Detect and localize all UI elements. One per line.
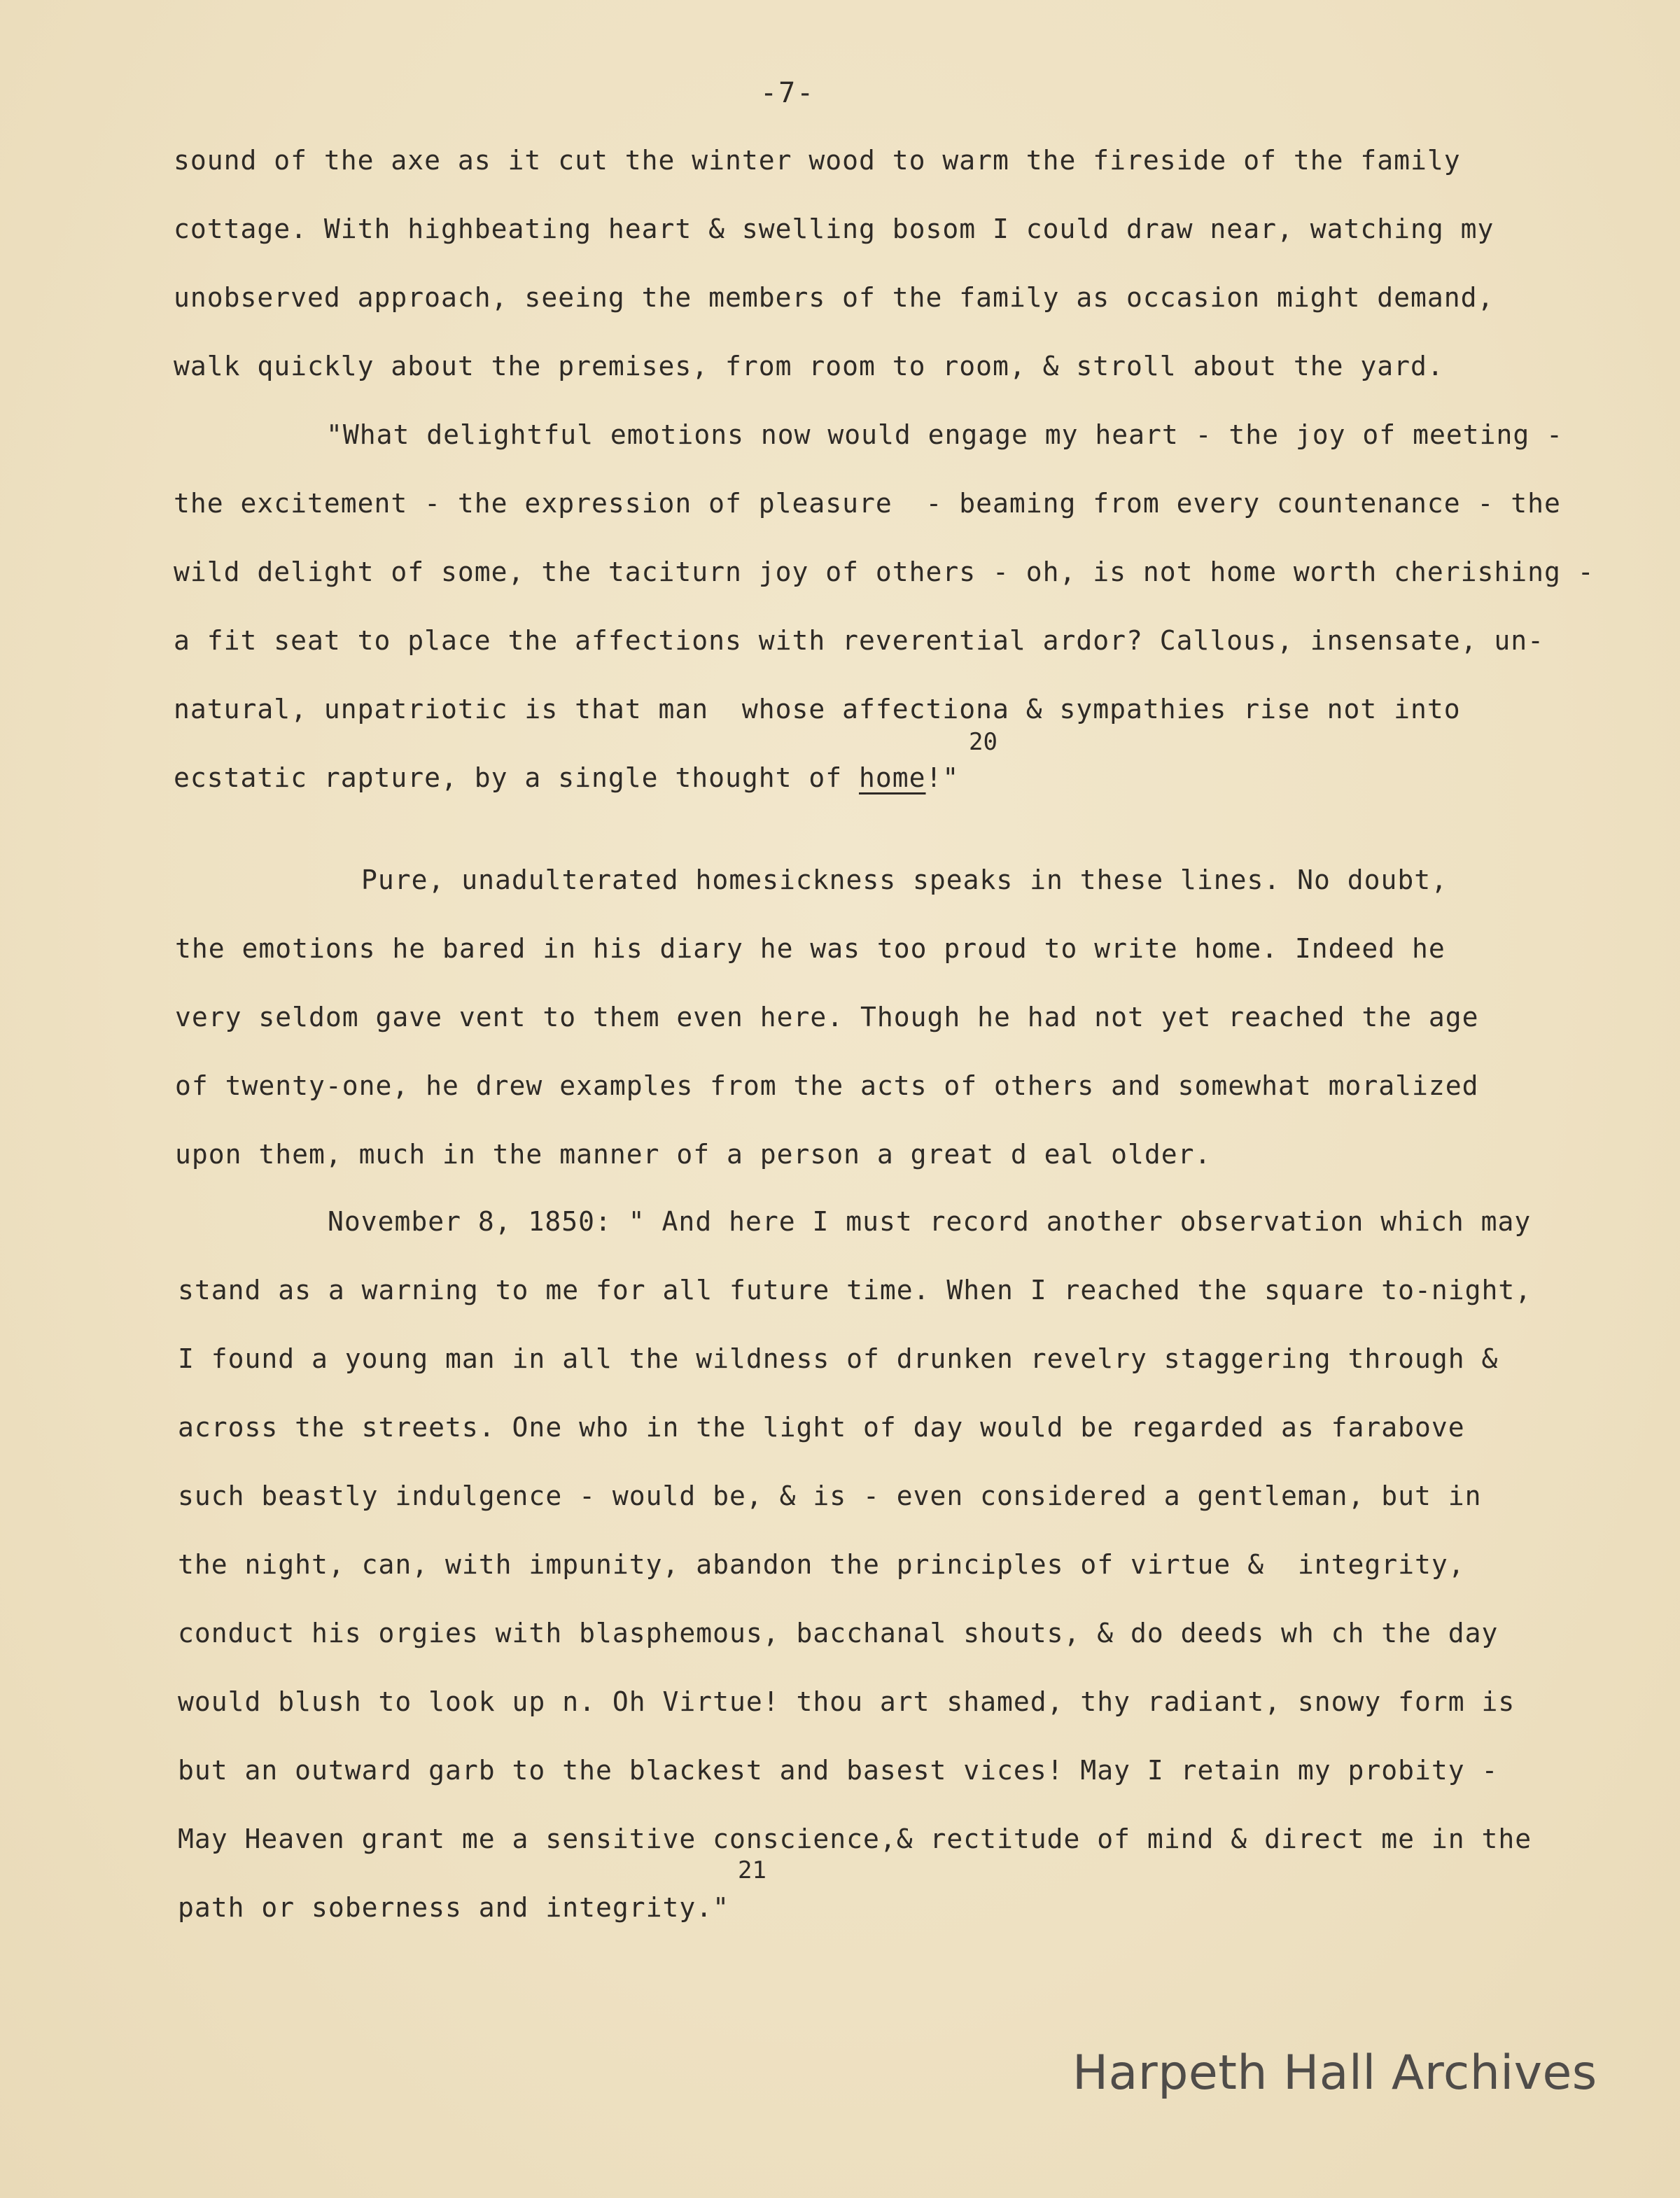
paragraph4-line: such beastly indulgence - would be, & is - even considered a gentleman, but in bbox=[178, 1480, 1482, 1511]
paragraph1-line: sound of the axe as it cut the winter wood to warm the fireside of the family bbox=[174, 145, 1461, 176]
paragraph3-line: the emotions he bared in his diary he was too proud to write home. Indeed he bbox=[175, 933, 1446, 964]
paragraph2-line: the excitement - the expression of pleasure - beaming from every countenance - the bbox=[174, 488, 1561, 519]
page-number: -7- bbox=[760, 77, 816, 109]
footnote-marker: 20 bbox=[969, 728, 997, 756]
paragraph4-line: would blush to look up n. Oh Virtue! thou art shamed, thy radiant, snowy form is bbox=[178, 1686, 1516, 1717]
paragraph3-line: Pure, unadulterated homesickness speaks in these lines. No doubt, bbox=[361, 864, 1448, 895]
paragraph4-line: stand as a warning to me for all future time. When I reached the square to-night, bbox=[178, 1275, 1532, 1306]
paragraph2-line: "What delightful emotions now would engage my heart - the joy of meeting - bbox=[326, 419, 1563, 450]
footnote-marker: 21 bbox=[738, 1856, 766, 1884]
paragraph4-line: but an outward garb to the blackest and basest vices! May I retain my probity - bbox=[178, 1755, 1499, 1786]
paragraph4-line: conduct his orgies with blasphemous, bacchanal shouts, & do deeds wh ch the day bbox=[178, 1618, 1499, 1648]
paragraph2-line: a fit seat to place the affections with reverential ardor? Callous, insensate, un- bbox=[174, 625, 1544, 656]
paragraph4-line: November 8, 1850: " And here I must record another observation which may bbox=[328, 1206, 1532, 1237]
paragraph4-line: the night, can, with impunity, abandon the principles of virtue & integrity, bbox=[178, 1549, 1465, 1580]
paragraph4-line: May Heaven grant me a sensitive conscience,& rectitude of mind & direct me in the bbox=[178, 1823, 1532, 1854]
archive-watermark: Harpeth Hall Archives bbox=[1072, 2045, 1597, 2101]
paragraph1-line: unobserved approach, seeing the members of the family as occasion might demand, bbox=[174, 282, 1494, 313]
paragraph3-line: upon them, much in the manner of a person a great d eal older. bbox=[175, 1139, 1212, 1170]
paragraph2-line: natural, unpatriotic is that man whose affectiona & sympathies rise not into bbox=[174, 694, 1461, 724]
paragraph1-line: cottage. With highbeating heart & swelling bosom I could draw near, watching my bbox=[174, 214, 1494, 244]
paragraph3-line: of twenty-one, he drew examples from the acts of others and somewhat moralized bbox=[175, 1070, 1479, 1101]
paragraph2-last-suffix: !" bbox=[925, 762, 960, 793]
paragraph2-line: wild delight of some, the taciturn joy of others - oh, is not home worth cherishing - bbox=[174, 556, 1595, 587]
underlined-word-home: home bbox=[859, 762, 926, 793]
paragraph2-last-line bbox=[174, 764, 959, 791]
paragraph4-line: path or soberness and integrity." bbox=[178, 1892, 729, 1923]
paragraph4-line: I found a young man in all the wildness of drunken revelry staggering through & bbox=[178, 1343, 1499, 1374]
paragraph1-line: walk quickly about the premises, from room to room, & stroll about the yard. bbox=[174, 351, 1444, 382]
paragraph2-last-prefix: ecstatic rapture, by a single thought of bbox=[174, 762, 859, 793]
paragraph3-line: very seldom gave vent to them even here. Though he had not yet reached the age bbox=[175, 1002, 1479, 1032]
paragraph4-line: across the streets. One who in the light of day would be regarded as farabove bbox=[178, 1412, 1465, 1443]
